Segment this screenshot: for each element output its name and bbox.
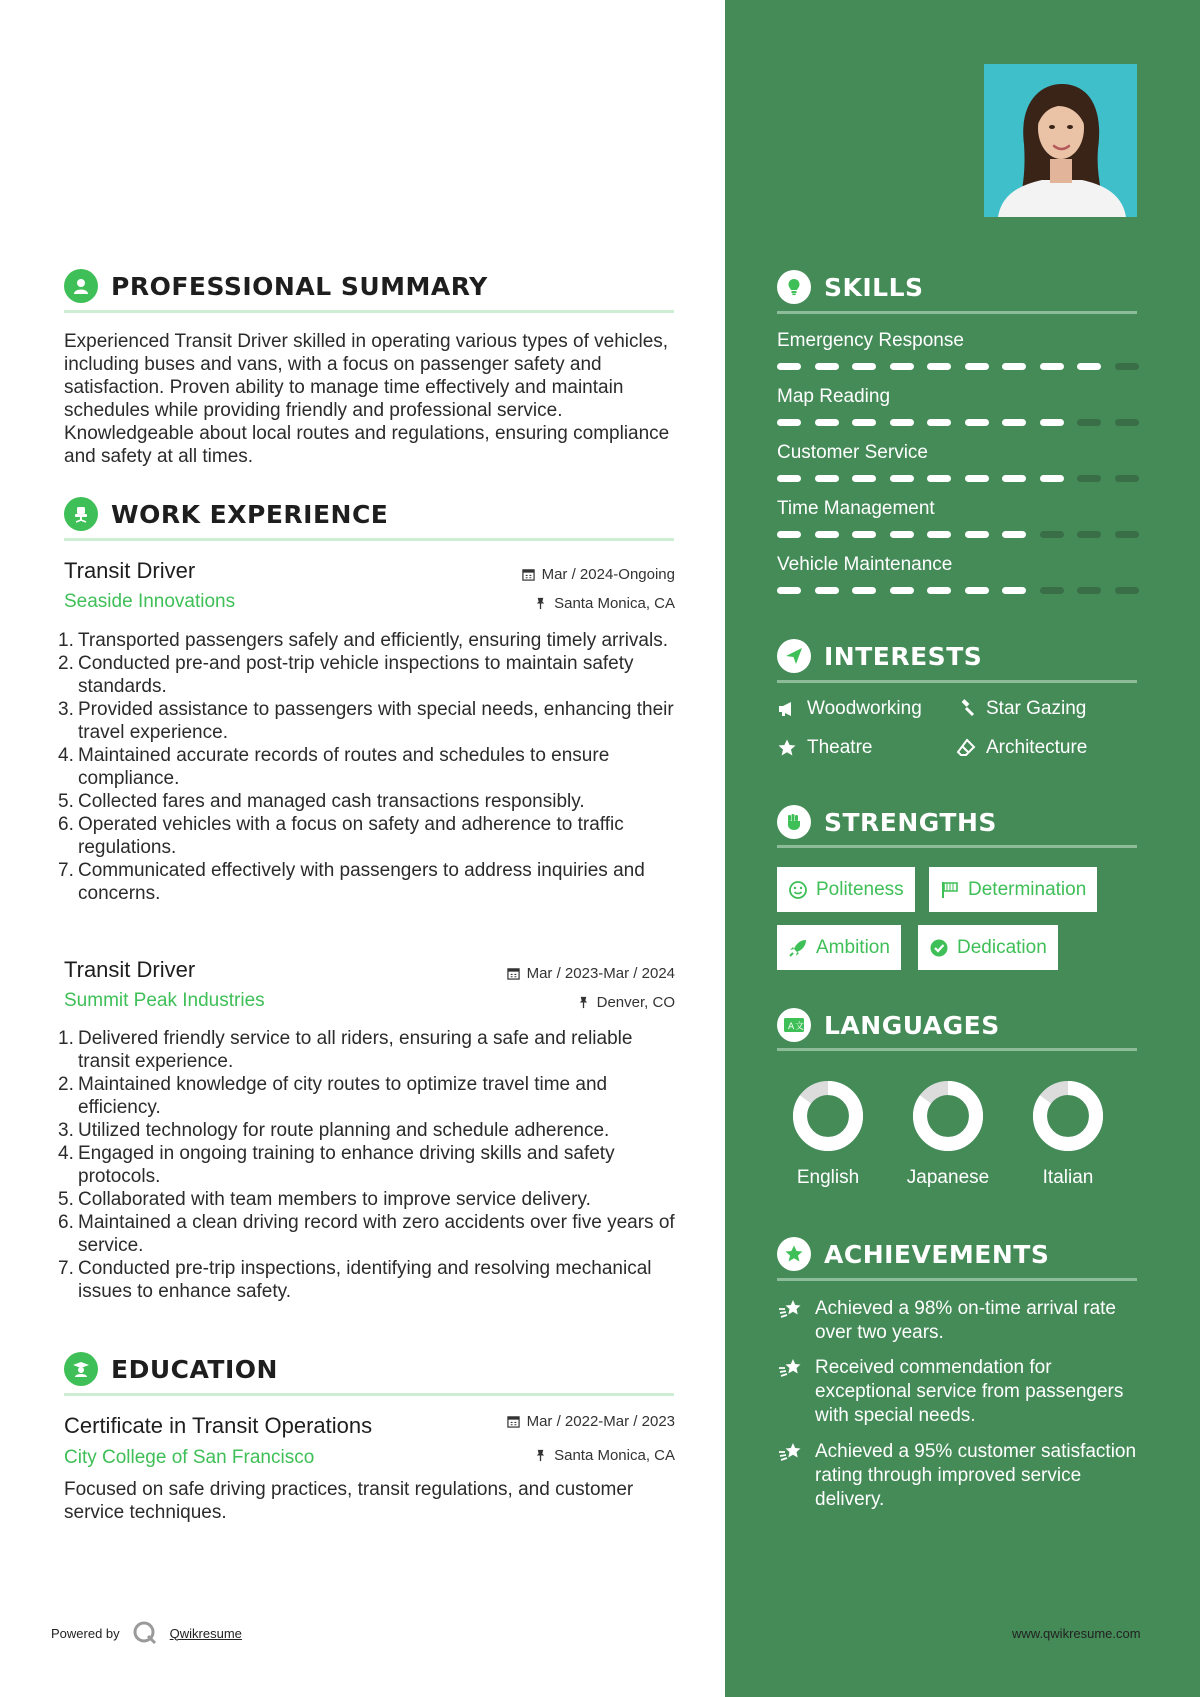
- strength-chip: Politeness: [777, 867, 915, 912]
- job-dates: Mar / 2024-Ongoing: [522, 566, 675, 583]
- skill-segment-filled: [965, 363, 989, 370]
- skill-segment-filled: [815, 475, 839, 482]
- interest-item: Woodworking: [777, 698, 922, 720]
- skill-label: Time Management: [777, 498, 935, 519]
- paper-plane-icon: [784, 646, 804, 666]
- list-item: 3. Provided assistance to passengers with special needs, enhancing their travel experience.: [58, 699, 674, 743]
- skill-segment-filled: [815, 363, 839, 370]
- skill-level-bar: [777, 419, 1137, 426]
- section-heading-strengths: [777, 805, 997, 839]
- skills-title: SKILLS: [824, 272, 924, 302]
- pin-icon: [534, 597, 547, 610]
- skill-segment-filled: [1077, 363, 1101, 370]
- skill-segment-filled: [965, 531, 989, 538]
- achievement-item: Achieved a 95% customer satisfaction rating through improved service delivery.: [777, 1440, 1152, 1512]
- footer-powered-by[interactable]: Powered by Qwikresume: [51, 1620, 242, 1646]
- qwikresume-logo-icon: [132, 1620, 158, 1646]
- strength-chip: Ambition: [777, 925, 901, 970]
- skill-label: Customer Service: [777, 442, 928, 463]
- skill-segment-filled: [852, 419, 876, 426]
- education-title: EDUCATION: [111, 1354, 278, 1384]
- list-item: 1. Transported passengers safely and efficiently, ensuring timely arrivals.: [58, 630, 668, 651]
- list-item: 6. Maintained a clean driving record with zero accidents over five years of service.: [58, 1212, 675, 1256]
- section-heading-languages: [777, 1008, 1000, 1042]
- list-item: 5. Collected fares and managed cash transactions responsibly.: [58, 791, 585, 812]
- list-item: 2. Maintained knowledge of city routes to optimize travel time and efficiency.: [58, 1074, 608, 1118]
- divider: [777, 1278, 1137, 1281]
- profile-photo: [984, 64, 1137, 217]
- skill-segment-filled: [1002, 531, 1026, 538]
- skill-segment-filled: [890, 363, 914, 370]
- section-heading-achievements: [777, 1237, 1049, 1271]
- job-location: Denver, CO: [577, 994, 675, 1011]
- list-item: 2. Conducted pre-and post-trip vehicle inspections to maintain safety standards.: [58, 653, 634, 697]
- star-badge-icon: [784, 1244, 804, 1264]
- language-item: [768, 1079, 888, 1189]
- skill-label: Emergency Response: [777, 330, 964, 351]
- list-item: 4. Engaged in ongoing training to enhance driving skills and safety protocols.: [58, 1143, 615, 1187]
- skill-segment-filled: [1002, 475, 1026, 482]
- languages-title: LANGUAGES: [824, 1010, 1000, 1040]
- eraser-icon: [956, 738, 976, 758]
- skill-segment-filled: [927, 531, 951, 538]
- skill-label: Map Reading: [777, 386, 891, 407]
- language-level-ring: [791, 1079, 865, 1153]
- skill-label: Vehicle Maintenance: [777, 554, 953, 575]
- skill-segment-empty: [1077, 587, 1101, 594]
- section-heading-summary: [64, 269, 488, 303]
- skill-segment-filled: [852, 587, 876, 594]
- skill-segment-empty: [1115, 531, 1139, 538]
- skill-segment-filled: [852, 531, 876, 538]
- skill-segment-filled: [890, 419, 914, 426]
- job-location: Santa Monica, CA: [534, 595, 675, 612]
- office-chair-icon: [71, 504, 91, 524]
- job-company: Summit Peak Industries: [64, 990, 265, 1011]
- interests-title: INTERESTS: [824, 641, 983, 671]
- skill-segment-filled: [927, 419, 951, 426]
- footer-website[interactable]: www.qwikresume.com: [1012, 1626, 1141, 1641]
- list-item: 7. Conducted pre-trip inspections, identifying and resolving mechanical issues to enhance safety.: [58, 1258, 652, 1302]
- list-item: 4. Maintained accurate records of routes and schedules to ensure compliance.: [58, 745, 610, 789]
- interest-item: Star Gazing: [956, 698, 1086, 720]
- strength-chip: Dedication: [918, 925, 1058, 970]
- skill-segment-filled: [777, 363, 801, 370]
- lightbulb-icon: [784, 277, 804, 297]
- skill-segment-filled: [965, 475, 989, 482]
- skill-level-bar: [777, 475, 1137, 482]
- section-heading-experience: [64, 497, 388, 531]
- divider: [64, 310, 674, 313]
- skill-segment-filled: [1040, 419, 1064, 426]
- skill-segment-filled: [890, 531, 914, 538]
- summary-text: Experienced Transit Driver skilled in operating various types of vehicles, including buses and vans, with a focus on passenger safety and satisfaction. Proven ability to manage time effectively and maintain schedules while providing friendly and professional service. Knowledgeable about local routes and regulations, ensuring compliance and safety at all times.: [64, 331, 670, 467]
- skill-segment-filled: [965, 587, 989, 594]
- skill-segment-filled: [965, 419, 989, 426]
- skill-segment-filled: [927, 363, 951, 370]
- skill-level-bar: [777, 531, 1137, 538]
- skill-level-bar: [777, 587, 1137, 594]
- list-item: 5. Collaborated with team members to improve service delivery.: [58, 1189, 591, 1210]
- skill-segment-filled: [815, 587, 839, 594]
- language-item: [1008, 1079, 1128, 1189]
- list-item: 3. Utilized technology for route planning and schedule adherence.: [58, 1120, 610, 1141]
- svg-text:A: A: [788, 1022, 795, 1032]
- star-icon: [777, 738, 797, 758]
- shooting-star-icon: [777, 1297, 803, 1323]
- summary-title: PROFESSIONAL SUMMARY: [111, 271, 488, 301]
- language-name: Italian: [1042, 1167, 1094, 1188]
- education-location: Santa Monica, CA: [534, 1447, 675, 1464]
- achievement-item: Received commendation for exceptional service from passengers with special needs.: [777, 1356, 1152, 1428]
- skill-segment-filled: [890, 475, 914, 482]
- strengths-title: STRENGTHS: [824, 807, 997, 837]
- divider: [64, 1393, 674, 1396]
- skill-segment-empty: [1040, 587, 1064, 594]
- skill-segment-filled: [777, 531, 801, 538]
- section-heading-education: [64, 1352, 278, 1386]
- pin-icon: [577, 996, 590, 1009]
- fist-icon: [784, 812, 804, 832]
- skill-segment-empty: [1040, 531, 1064, 538]
- skill-segment-filled: [1002, 419, 1026, 426]
- degree-title: Certificate in Transit Operations: [64, 1413, 373, 1438]
- job-title: Transit Driver: [64, 558, 196, 583]
- list-item: 1. Delivered friendly service to all riders, ensuring a safe and reliable transit experience.: [58, 1028, 633, 1072]
- brand-link[interactable]: Qwikresume: [169, 1625, 242, 1641]
- section-heading-interests: [777, 639, 982, 673]
- education-dates: Mar / 2022-Mar / 2023: [507, 1413, 675, 1430]
- achievements-title: ACHIEVEMENTS: [824, 1239, 1050, 1269]
- achievement-item: Achieved a 98% on-time arrival rate over two years.: [777, 1297, 1152, 1345]
- language-name: Japanese: [906, 1167, 990, 1188]
- job-bullets: [58, 629, 688, 905]
- skill-segment-empty: [1115, 363, 1139, 370]
- divider: [777, 680, 1137, 683]
- language-icon: [783, 1015, 805, 1035]
- school-name: City College of San Francisco: [64, 1447, 315, 1468]
- list-item: 6. Operated vehicles with a focus on safety and adherence to traffic regulations.: [58, 814, 624, 858]
- language-level-ring: [1031, 1079, 1105, 1153]
- language-level-ring: [911, 1079, 985, 1153]
- shooting-star-icon: [777, 1440, 803, 1466]
- divider: [777, 845, 1137, 848]
- calendar-icon: [522, 568, 535, 581]
- skill-segment-filled: [927, 587, 951, 594]
- skill-segment-filled: [927, 475, 951, 482]
- education-text: Focused on safe driving practices, transit regulations, and customer service techniques.: [64, 1479, 634, 1523]
- calendar-icon: [507, 1415, 520, 1428]
- skill-segment-empty: [1115, 475, 1139, 482]
- skill-segment-filled: [815, 531, 839, 538]
- skill-segment-filled: [815, 419, 839, 426]
- divider: [777, 1048, 1137, 1051]
- interest-item: Architecture: [956, 737, 1087, 759]
- skill-segment-filled: [852, 363, 876, 370]
- divider: [64, 538, 674, 541]
- skill-segment-filled: [1040, 475, 1064, 482]
- job-dates: Mar / 2023-Mar / 2024: [507, 965, 675, 982]
- rocket-icon: [788, 938, 808, 958]
- pin-icon: [534, 1449, 547, 1462]
- skill-segment-empty: [1077, 419, 1101, 426]
- list-item: 7. Communicated effectively with passengers to address inquiries and concerns.: [58, 860, 645, 904]
- flag-icon: [940, 880, 960, 900]
- check-circle-icon: [929, 938, 949, 958]
- skill-segment-empty: [1115, 419, 1139, 426]
- language-name: English: [796, 1167, 860, 1188]
- skill-segment-filled: [852, 475, 876, 482]
- divider: [777, 311, 1137, 314]
- graduate-icon: [71, 1359, 91, 1379]
- strength-chip: Determination: [929, 867, 1097, 912]
- skill-level-bar: [777, 363, 1137, 370]
- job-company: Seaside Innovations: [64, 591, 236, 612]
- job-bullets: [58, 1027, 688, 1303]
- user-icon: [71, 276, 91, 296]
- calendar-icon: [507, 967, 520, 980]
- skill-segment-filled: [1040, 363, 1064, 370]
- interest-item: Theatre: [777, 737, 872, 759]
- megaphone-icon: [777, 699, 797, 719]
- language-item: [888, 1079, 1008, 1189]
- skill-segment-empty: [1115, 587, 1139, 594]
- shooting-star-icon: [777, 1356, 803, 1382]
- skill-segment-empty: [1077, 531, 1101, 538]
- skill-segment-filled: [890, 587, 914, 594]
- gavel-icon: [956, 699, 976, 719]
- skill-segment-filled: [777, 419, 801, 426]
- section-heading-skills: [777, 270, 924, 304]
- experience-title: WORK EXPERIENCE: [111, 499, 389, 529]
- skill-segment-filled: [777, 587, 801, 594]
- skill-segment-empty: [1077, 475, 1101, 482]
- svg-text:文: 文: [795, 1022, 805, 1032]
- skill-segment-filled: [1002, 363, 1026, 370]
- skill-segment-filled: [777, 475, 801, 482]
- skill-segment-filled: [1002, 587, 1026, 594]
- job-title: Transit Driver: [64, 957, 196, 982]
- smile-icon: [788, 880, 808, 900]
